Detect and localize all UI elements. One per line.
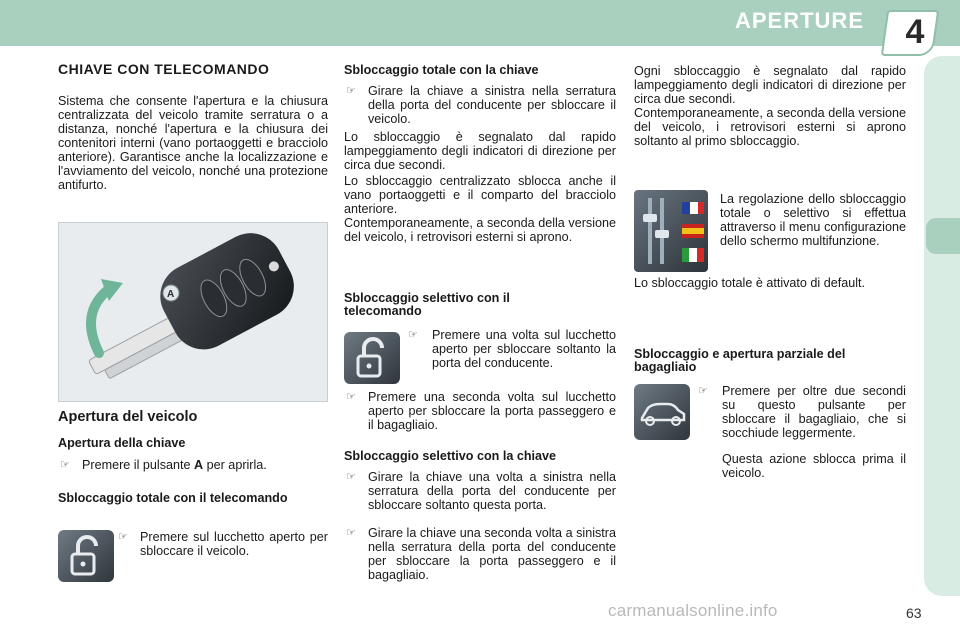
pointing-hand-icon: ☞ xyxy=(60,459,70,471)
pointing-hand-icon: ☞ xyxy=(346,527,356,539)
pointing-hand-icon: ☞ xyxy=(698,385,708,397)
bullet-press-trunk: ☞ Premere per oltre due secondi su questo pulsante per sbloccare il bagagliaio, che si socchiude leggermente. xyxy=(698,384,906,440)
heading-key-remote: CHIAVE CON TELECOMANDO xyxy=(58,61,270,77)
intro-paragraph: Sistema che consente l'apertura e la chiusura centralizzata del veicolo tramite serratura o a distanza, nonché l'apertura e la chiusura dei contenitori interni (vano portaoggetti e bracciolo anteriore). Garantisce anche la localizzazione e l'avviamento del veicolo, nonché una protezione antifurto. xyxy=(58,94,328,192)
para-unlocks-first: Questa azione sblocca prima il veicolo. xyxy=(722,452,906,480)
remote-key-icon xyxy=(59,223,329,403)
sub-selective-key: Sbloccaggio selettivo con la chiave xyxy=(344,449,557,463)
pointing-hand-icon: ☞ xyxy=(118,531,128,543)
bullet-turn-once: ☞ Girare la chiave una volta a sinistra nella serratura della porta del conducente per sbloccare soltanto questa porta. xyxy=(346,470,616,512)
side-strip xyxy=(924,56,960,596)
sub-selective-remote: Sbloccaggio selettivo con il telecomando xyxy=(344,291,510,318)
sub-total-unlock-key: Sbloccaggio totale con la chiave xyxy=(344,63,539,77)
watermark: carmanualsonline.info xyxy=(608,601,778,620)
para-unlock-signal: Lo sbloccaggio è segnalato dal rapido lampeggiamento degli indicatori di direzione per circa due secondi. xyxy=(344,130,616,172)
chapter-number: 4 xyxy=(905,13,925,51)
key-figure xyxy=(58,222,328,402)
sub-key-opening: Apertura della chiave xyxy=(58,436,186,450)
page-number: 63 xyxy=(906,605,922,621)
para-mirrors: Contemporaneamente, a seconda della versione del veicolo, i retrovisori esterni si aprono. xyxy=(344,216,616,244)
open-padlock-icon xyxy=(58,530,114,582)
bullet-turn-twice: ☞ Girare la chiave una seconda volta a sinistra nella serratura della porta del conducente per sbloccare la porta passeggero e il bagagliaio. xyxy=(346,526,616,582)
car-trunk-icon xyxy=(634,384,690,440)
bullet-press-a: ☞ Premere il pulsante A per aprirla. xyxy=(60,458,267,472)
pointing-hand-icon: ☞ xyxy=(408,329,418,341)
bullet-press-padlock: ☞ Premere sul lucchetto aperto per sbloccare il veicolo. xyxy=(118,530,328,558)
para-each-unlock: Ogni sbloccaggio è segnalato dal rapido lampeggiamento degli indicatori di direzione per circa due secondi. xyxy=(634,64,906,106)
para-default: Lo sbloccaggio totale è attivato di default. xyxy=(634,276,866,290)
figure-label: A xyxy=(167,289,175,300)
section-vehicle-opening: Apertura del veicolo xyxy=(58,409,198,425)
bullet-press-twice: ☞ Premere una seconda volta sul lucchetto aperto per sbloccare la porta passeggero e il bagagliaio. xyxy=(346,390,616,432)
pointing-hand-icon: ☞ xyxy=(346,85,356,97)
open-padlock-icon xyxy=(344,332,400,384)
sub-total-unlock-remote: Sbloccaggio totale con il telecomando xyxy=(58,491,288,505)
chapter-title: APERTURE xyxy=(734,8,864,33)
para-settings-config: La regolazione dello sbloccaggio totale o selettivo si effettua attraverso il menu configurazione dello schermo multifunzione. xyxy=(720,192,906,248)
pointing-hand-icon: ☞ xyxy=(346,391,356,403)
sub-trunk-unlock: Sbloccaggio e apertura parziale del bagagliaio xyxy=(634,347,846,374)
bullet-turn-key-left: ☞ Girare la chiave a sinistra nella serratura della porta del conducente per sbloccare il veicolo. xyxy=(346,84,616,126)
button-a-label: A xyxy=(194,458,204,472)
para-central-unlock: Lo sbloccaggio centralizzato sblocca anche il vano portaoggetti e il comparto del bracciolo anteriore. xyxy=(344,174,616,216)
sliders-flags-icon xyxy=(634,190,708,272)
bullet-press-once: ☞ Premere una volta sul lucchetto aperto per sbloccare soltanto la porta del conducente. xyxy=(408,328,616,370)
para-mirrors-first: Contemporaneamente, a seconda della versione del veicolo, i retrovisori esterni si aprono soltanto al primo sbloccaggio. xyxy=(634,106,906,148)
pointing-hand-icon: ☞ xyxy=(346,471,356,483)
side-chapter-tab xyxy=(926,218,960,254)
